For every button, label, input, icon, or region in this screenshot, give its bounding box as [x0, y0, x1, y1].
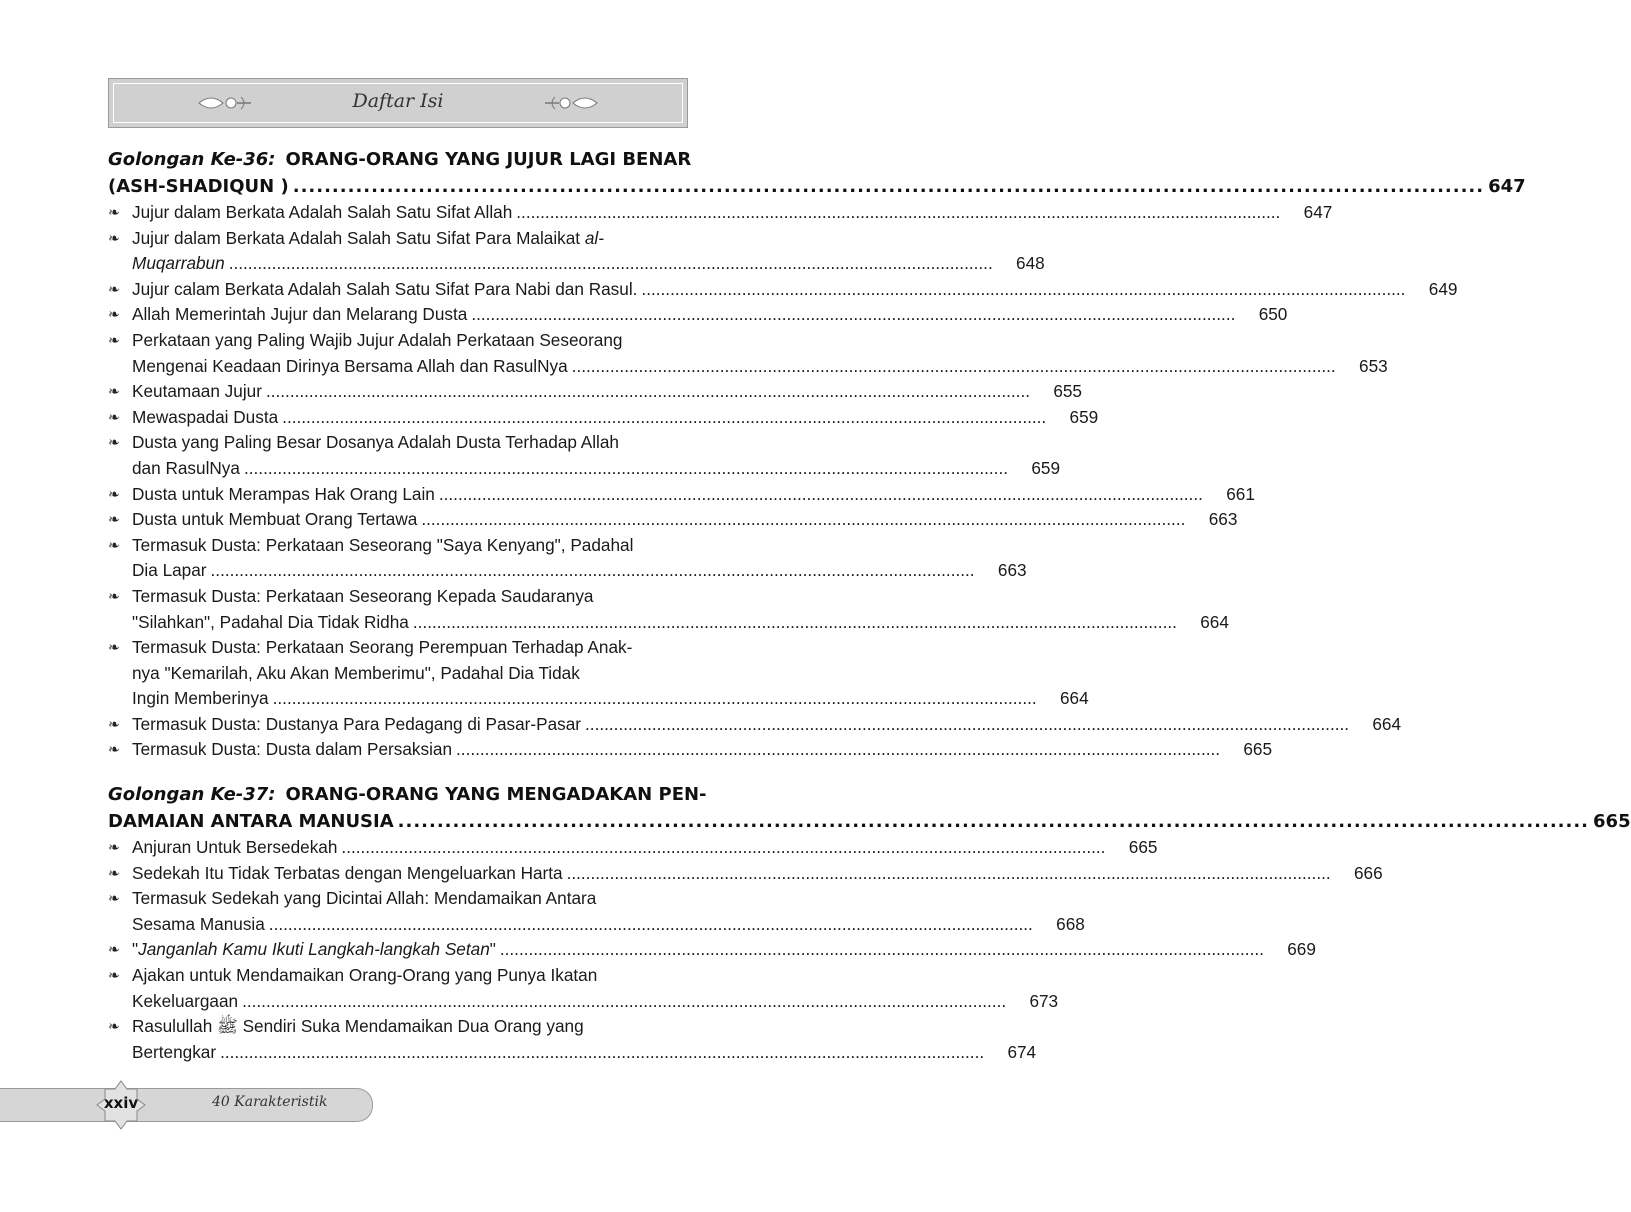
- dot-leader: [229, 251, 993, 277]
- entry-line-text: Muqarrabun: [132, 253, 225, 274]
- toc-entry[interactable]: [108, 963, 1059, 1014]
- page-number: 647: [1488, 176, 1526, 197]
- entry-text: [132, 482, 1255, 508]
- table-of-contents: [108, 146, 1631, 1065]
- entry-line: [132, 861, 1383, 887]
- leaf-bullet-icon: ❧: [108, 1018, 120, 1035]
- entry-line-text: Termasuk Dusta: Perkataan Seorang Perempuan Terhadap Anak-: [132, 637, 633, 658]
- entry-line-text: Ajakan untuk Mendamaikan Orang-Orang yang Punya Ikatan: [132, 965, 598, 986]
- entry-line-text: "Silahkan", Padahal Dia Tidak Ridha: [132, 611, 409, 632]
- toc-entry[interactable]: [108, 430, 1061, 481]
- toc-entry[interactable]: [108, 737, 1273, 763]
- entry-text: [132, 379, 1082, 405]
- entry-line: [132, 686, 1089, 712]
- page-number: 650: [1258, 304, 1288, 325]
- toc-entry[interactable]: [108, 861, 1383, 887]
- heading-line: [108, 173, 1526, 200]
- toc-entry[interactable]: [108, 226, 1045, 277]
- entry-line: [132, 507, 1237, 533]
- toc-entry[interactable]: [108, 1014, 1037, 1065]
- entry-line: [132, 737, 1272, 763]
- leaf-bullet-icon: ❧: [108, 741, 120, 758]
- entry-line: [132, 835, 1157, 861]
- entry-line-text: Kekeluargaan: [132, 990, 239, 1011]
- page-number: 665: [1593, 811, 1631, 833]
- entry-line-text: Dusta untuk Membuat Orang Tertawa: [132, 509, 418, 530]
- dot-leader: [456, 737, 1220, 763]
- entry-line-text: Bertengkar: [132, 1041, 217, 1062]
- entry-text: [132, 328, 1388, 379]
- heading-line: [108, 781, 707, 808]
- leaf-bullet-icon: ❧: [108, 204, 120, 220]
- leaf-bullet-icon: ❧: [108, 839, 120, 856]
- entry-text: [132, 937, 1316, 963]
- entry-line-text: Jujur calam Berkata Adalah Salah Satu Sifat Para Nabi dan Rasul.: [132, 278, 638, 299]
- page-header: [108, 78, 688, 128]
- leaf-bullet-icon: ❧: [108, 715, 120, 732]
- dot-leader: [341, 835, 1105, 861]
- page-number: 666: [1353, 862, 1383, 883]
- entry-line: [132, 886, 1085, 912]
- dot-leader: [282, 405, 1046, 431]
- leaf-bullet-icon: ❧: [108, 890, 120, 907]
- dot-leader: [585, 712, 1349, 738]
- entry-line-text: Dusta untuk Merampas Hak Orang Lain: [132, 483, 435, 504]
- dot-leader: [641, 277, 1405, 303]
- dot-leader: [242, 989, 1006, 1015]
- entry-line-text: Jujur dalam Berkata Adalah Salah Satu Sifat Allah: [132, 202, 513, 222]
- entry-text: [132, 302, 1287, 328]
- toc-entry[interactable]: [108, 302, 1288, 328]
- entry-line-text: Perkataan yang Paling Wajib Jujur Adalah Perkataan Seseorang: [132, 329, 623, 350]
- leaf-bullet-icon: ❧: [108, 941, 120, 958]
- dot-leader: [220, 1040, 984, 1066]
- entry-line-text: Ingin Memberinya: [132, 688, 269, 709]
- entry-line-text: dan RasulNya: [132, 457, 240, 478]
- entry-line: [132, 712, 1401, 738]
- page-number: 664: [1200, 611, 1229, 632]
- entry-text: [132, 277, 1457, 303]
- book-title: 40 Karakteristik: [212, 1094, 328, 1110]
- dot-leader: [398, 808, 1589, 835]
- entry-line-text: Termasuk Sedekah yang Dicintai Allah: Mendamaikan Antara: [132, 888, 597, 909]
- entry-line-text: Dia Lapar: [132, 560, 207, 581]
- leaf-bullet-icon: ❧: [108, 864, 120, 881]
- entry-line: [132, 226, 1045, 252]
- entry-line-text: Jujur dalam Berkata Adalah Salah Satu Sifat Para Malaikat al-: [132, 227, 604, 248]
- entry-line: [132, 302, 1287, 328]
- toc-entry[interactable]: [108, 277, 1458, 303]
- entry-text: [132, 430, 1060, 481]
- page-number: 655: [1053, 381, 1082, 402]
- entry-line-text: Termasuk Dusta: Perkataan Seseorang "Saya Kenyang", Padahal: [132, 534, 634, 555]
- page-number: 659: [1031, 457, 1061, 478]
- toc-entry[interactable]: [108, 507, 1238, 533]
- toc-entry[interactable]: [108, 835, 1158, 861]
- leaf-bullet-icon: ❧: [108, 587, 120, 604]
- page-number: 665: [1243, 739, 1273, 760]
- heading-title-cont: DAMAIAN ANTARA MANUSIA: [108, 811, 394, 833]
- entry-line: [132, 558, 1027, 584]
- toc-entry[interactable]: [108, 712, 1402, 738]
- entry-line: [132, 610, 1229, 636]
- leaf-bullet-icon: ❧: [108, 511, 120, 528]
- section-heading[interactable]: [108, 146, 1526, 200]
- entry-line-text: Dusta yang Paling Besar Dosanya Adalah Dusta Terhadap Allah: [132, 432, 619, 453]
- toc-entry[interactable]: [108, 379, 1082, 405]
- toc-entry[interactable]: [108, 533, 1027, 584]
- page-number: 674: [1007, 1041, 1037, 1062]
- entry-text: [132, 533, 1027, 584]
- entry-line: [132, 200, 1332, 226]
- toc-entry[interactable]: [108, 482, 1255, 508]
- dot-leader: [269, 912, 1033, 938]
- leaf-bullet-icon: ❧: [108, 434, 120, 451]
- entry-line: [132, 584, 1229, 610]
- dot-leader: [413, 610, 1177, 636]
- entry-line: [132, 354, 1388, 380]
- leaf-bullet-icon: ❧: [108, 536, 120, 553]
- entry-text: [132, 712, 1401, 738]
- entry-line: [132, 482, 1255, 508]
- dot-leader: [244, 456, 1008, 482]
- entry-line-text: Anjuran Untuk Bersedekah: [132, 837, 338, 858]
- entry-line: [132, 1040, 1036, 1066]
- section-heading[interactable]: [108, 781, 1631, 835]
- heading-title: ORANG-ORANG YANG MENGADAKAN PEN-: [285, 784, 707, 806]
- dot-leader: [516, 200, 1280, 226]
- entry-line-text: Mengenai Keadaan Dirinya Bersama Allah dan RasulNya: [132, 355, 568, 376]
- entry-line: [132, 328, 1388, 354]
- page-number: 648: [1016, 253, 1045, 274]
- entry-line-text: Mewaspadai Dusta: [132, 406, 279, 427]
- entry-line-text: Sesama Manusia: [132, 913, 265, 934]
- dot-leader: [293, 173, 1484, 200]
- toc-entry[interactable]: [108, 200, 1333, 226]
- entry-line: [132, 635, 1089, 661]
- entry-line: [132, 277, 1457, 303]
- page-number: 665: [1128, 837, 1158, 858]
- header-title: Daftar Isi: [352, 90, 444, 112]
- entry-line: [132, 963, 1058, 989]
- leaf-bullet-icon: ❧: [108, 229, 120, 246]
- page-number: 663: [1208, 509, 1238, 530]
- entry-text: [132, 963, 1058, 1014]
- dot-leader: [266, 379, 1030, 405]
- leaf-bullet-icon: ❧: [108, 306, 120, 323]
- page-number: 673: [1029, 990, 1059, 1011]
- dot-leader: [273, 686, 1037, 712]
- entry-text: [132, 405, 1098, 431]
- entry-text: [132, 226, 1045, 277]
- entry-line-text: Allah Memerintah Jujur dan Melarang Dusta: [132, 304, 468, 325]
- entry-line: [132, 533, 1027, 559]
- entry-text: [132, 737, 1272, 763]
- dot-leader: [439, 482, 1203, 508]
- toc-entry[interactable]: [108, 635, 1089, 712]
- page-number: 663: [997, 560, 1027, 581]
- entry-line-text: Termasuk Dusta: Dusta dalam Persaksian: [132, 739, 453, 760]
- entry-text: [132, 861, 1383, 887]
- dot-leader: [421, 507, 1185, 533]
- leaf-bullet-icon: ❧: [108, 383, 120, 400]
- toc-entry[interactable]: [108, 937, 1316, 963]
- page-number: 653: [1359, 355, 1388, 376]
- entry-line-text: "Janganlah Kamu Ikuti Langkah-langkah Setan": [132, 939, 496, 960]
- entry-text: [132, 835, 1157, 861]
- section-gap: [108, 763, 694, 781]
- entry-line-text: Rasulullah ﷺ Sendiri Suka Mendamaikan Dua Orang yang: [132, 1016, 584, 1037]
- heading-title: ORANG-ORANG YANG JUJUR LAGI BENAR: [285, 149, 692, 170]
- leaf-bullet-icon: ❧: [108, 280, 120, 297]
- entry-line: [132, 912, 1085, 938]
- toc-entry[interactable]: [108, 886, 1085, 937]
- entry-text: [132, 584, 1229, 635]
- page-number: 661: [1226, 483, 1255, 504]
- page-number: 668: [1056, 913, 1085, 934]
- entry-line: [132, 405, 1098, 431]
- page-number: xxiv: [103, 1094, 139, 1112]
- entry-line-text: Termasuk Dusta: Perkataan Seseorang Kepada Saudaranya: [132, 585, 594, 606]
- heading-prefix: Golongan Ke-36:: [108, 149, 276, 170]
- heading-prefix: Golongan Ke-37:: [108, 784, 276, 806]
- entry-line: [132, 937, 1316, 963]
- entry-line: [132, 661, 1089, 687]
- entry-line: [132, 430, 1060, 456]
- entry-text: [132, 507, 1237, 533]
- dot-leader: [567, 861, 1331, 887]
- dot-leader: [500, 937, 1264, 963]
- entry-line-text: Sedekah Itu Tidak Terbatas dengan Mengeluarkan Harta: [132, 862, 563, 883]
- toc-entry[interactable]: [108, 328, 1388, 379]
- entry-text: [132, 200, 1332, 226]
- leaf-bullet-icon: ❧: [108, 967, 120, 984]
- heading-line: [108, 146, 694, 173]
- toc-entry[interactable]: [108, 584, 1229, 635]
- heading-title-cont: (ASH-SHADIQUN ): [108, 176, 289, 197]
- dot-leader: [471, 302, 1235, 328]
- leaf-bullet-icon: ❧: [108, 331, 120, 348]
- page-number: 664: [1372, 713, 1402, 734]
- entry-line: [132, 1014, 1036, 1040]
- entry-line-text: Keutamaan Jujur: [132, 381, 262, 402]
- entry-text: [132, 1014, 1036, 1065]
- toc-entry[interactable]: [108, 405, 1099, 431]
- page-number: 659: [1069, 406, 1099, 427]
- page-number: 649: [1428, 278, 1458, 299]
- page-number: 669: [1287, 939, 1316, 960]
- entry-text: [132, 635, 1089, 712]
- dot-leader: [211, 558, 975, 584]
- page-number: 647: [1303, 202, 1333, 222]
- entry-line: [132, 456, 1060, 482]
- heading-line: [108, 808, 1631, 835]
- leaf-bullet-icon: ❧: [108, 639, 120, 656]
- entry-line: [132, 379, 1082, 405]
- leaf-bullet-icon: ❧: [108, 408, 120, 425]
- page-number: 664: [1059, 688, 1089, 709]
- entry-line-text: nya "Kemarilah, Aku Akan Memberimu", Padahal Dia Tidak: [132, 662, 580, 683]
- entry-line-text: Termasuk Dusta: Dustanya Para Pedagang di Pasar-Pasar: [132, 713, 582, 734]
- dot-leader: [572, 354, 1336, 380]
- leaf-bullet-icon: ❧: [108, 485, 120, 502]
- entry-text: [132, 886, 1085, 937]
- entry-line: [132, 251, 1045, 277]
- entry-line: [132, 989, 1058, 1015]
